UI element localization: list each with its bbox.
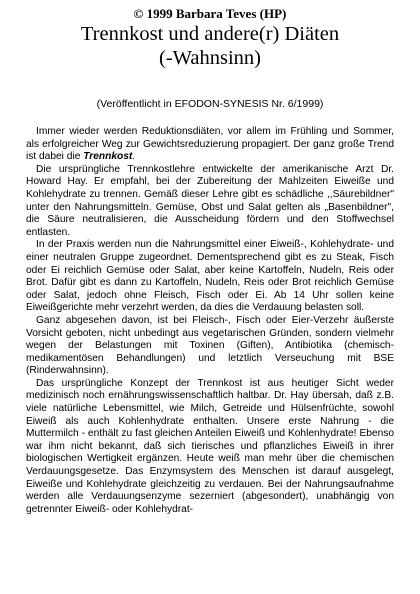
paragraph-1-end: . [132,151,136,163]
paragraph-5: Das ursprüngliche Konzept der Trennkost ist aus heutiger Sicht weder medizinisch noch ernährungswissenschaftlich haltbar. Dr. Hay übersah, daß z.B. viele natürliche Lebensmittel, wie Milch, Getreide und Hülsenfrüchte, sowohl Eiweiß als auch Kohlenhydrate enthalten. Unsere erste Nahrung - die Muttermilch - enthält zu fast gleichen Anteilen Eiweiß und Kohlenhydrate! Ebenso war ihm nicht bekannt, daß sich tierisches und pflanzliches Eiweiß in ihrer biologischen Wertigkeit ergänzen. Heute weiß man mehr über die chemischen Verdauungsgesetze. Das Enzymsystem des Menschen ist darauf ausgelegt, Eiweiße und Kohlehydrate gleichzeitig zu verdauen. Bei der Nahrungsaufnahme werden alle Verdauungsenzyme sezerniert (abgesondert), unabhängig von getrennter Eiweiß- oder Kohlehydrat- [26,377,394,515]
article-body [26,126,394,516]
paragraph-1-text: Immer wieder werden Reduktionsdiäten, vor allem im Frühling und Sommer, als erfolgreicher Weg zur Gewichtsreduzierung propagiert. Der ganz große Trend ist dabei die [26,126,394,163]
paragraph-2: Die ursprüngliche Trennkostlehre entwickelte der amerikanische Arzt Dr. Howard Hay. Er empfahl, bei der Zubereitung der Mahlzeiten Eiweiße und Kohlehydrate zu trennen. Gemäß dieser Lehre gibt es schädliche ,,Säurebildner" unter den Nahrungsmitteln. Gemüse, Obst und Salat gelten als „Basenbildner", die Säure neutralisieren, die Ausscheidung fördern und den Stoffwechsel entlasten. [26,163,394,238]
paragraph-4: Ganz abgesehen davon, ist bei Fleisch-, Fisch oder Eier-Verzehr äußerste Vorsicht geboten, nicht unbedingt aus vegetarischen Gründen, sondern vielmehr wegen der Belastungen mit Toxinen (Giften), Antibiotika (chemisch-medikamentösen Behandlungen) und letztlich Verseuchung mit BSE (Rinderwahnsinn). [26,314,394,377]
trennkost-emphasis: Trennkost [83,151,133,163]
publication-note: (Veröffentlicht in EFODON-SYNESIS Nr. 6/1999) [96,98,324,110]
copyright-line: © 1999 Barbara Teves (HP) [133,6,287,21]
article-subtitle: (-Wahnsinn) [159,47,261,69]
article-title: Trennkost und andere(r) Diäten [80,23,340,45]
paragraph-1 [26,126,394,164]
paragraph-3: In der Praxis werden nun die Nahrungsmittel einer Eiweiß-, Kohlehydrate- und einer neutralen Gruppe zugeordnet. Dementsprechend gibt es zu Steak, Fisch oder Ei reichlich Gemüse oder Salat, aber keine Kartoffeln, Nudeln, Reis oder Brot. Dafür gibt es dann zu Kartoffeln, Nudeln, Reis oder Brot reichlich Gemüse oder Salat, jedoch ohne Fleisch, Fisch oder Ei. Ab 14 Uhr sollen keine Eiweißgerichte mehr verzehrt werden, da dies die Verdauung belasten soll. [26,239,394,314]
